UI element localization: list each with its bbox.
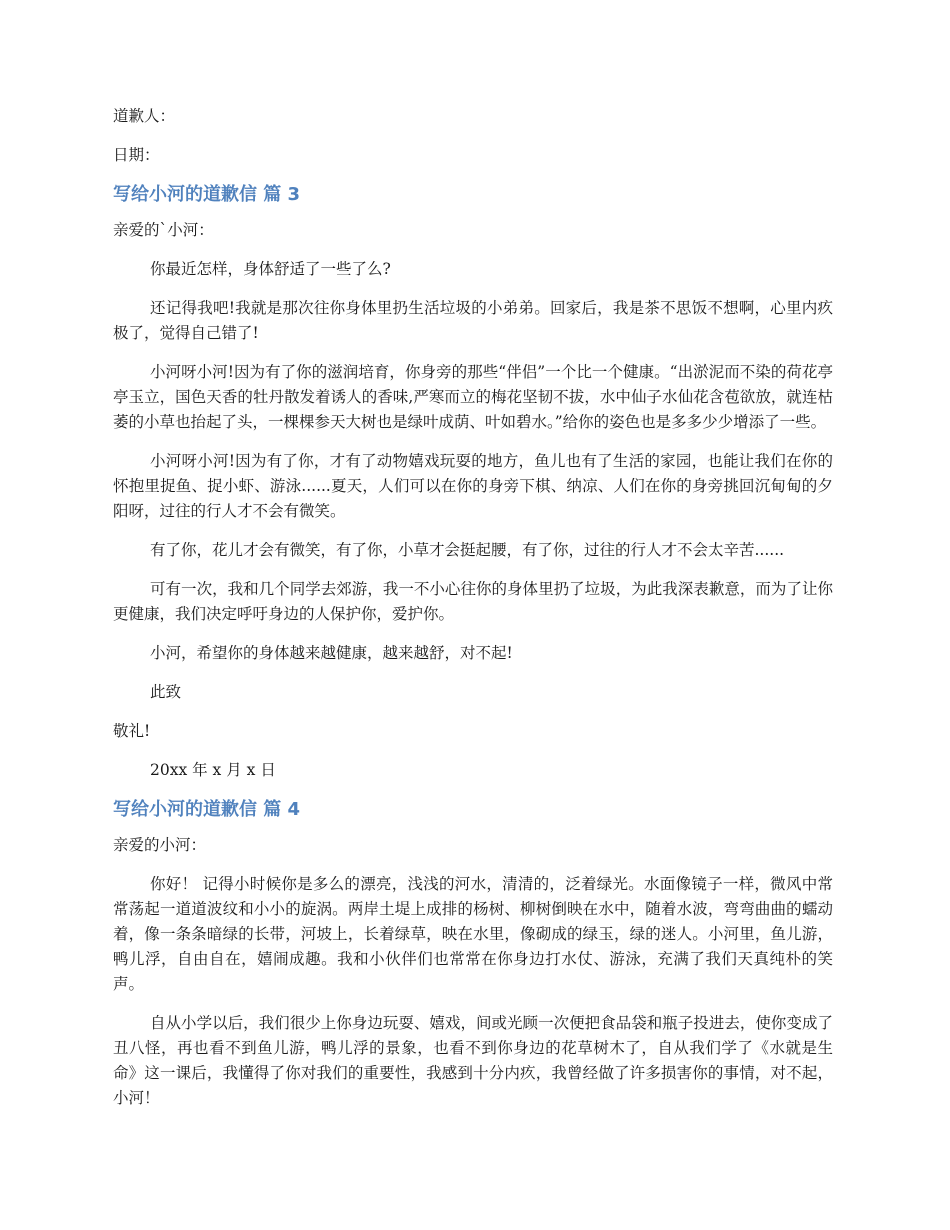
letter-date: 20xx 年 x 月 x 日 [150, 761, 276, 779]
paragraph: 还记得我吧!我就是那次往你身体里扔生活垃圾的小弟弟。回家后，我是茶不思饭不想啊，心里内疚极了，觉得自己错了! [113, 299, 833, 342]
paragraph: 有了你，花儿才会有微笑，有了你，小草才会挺起腰，有了你，过往的行人才不会太辛苦...... [150, 541, 785, 559]
paragraph: 小河呀小河!因为有了你的滋润培育，你身旁的那些“伴侣”一个比一个健康。“出淤泥而不染的荷花亭亭玉立，国色天香的牡丹散发着诱人的香味,严寒而立的梅花坚韧不拔，水中仙子水仙花含苞欲放，就连枯萎的小草也抬起了头，一棵棵参天大树也是绿叶成荫、叶如碧水。”给你的姿色也是多多少少增添了一些。 [113, 363, 833, 431]
section-heading: 写给小河的道歉信 篇 4 [113, 799, 301, 820]
signature-line: 道歉人： [113, 107, 176, 125]
paragraph: 你好！ 记得小时候你是多么的漂亮，浅浅的河水，清清的，泛着绿光。水面像镜子一样，微风中常常荡起一道道波纹和小小的旋涡。两岸土堤上成排的杨树、柳树倒映在水中，随着水波，弯弯曲曲的蠕动着，像一条条暗绿的长带，河坡上，长着绿草，映在水里，像砌成的绿玉，绿的迷人。小河里，鱼儿游，鸭儿浮，自由自在，嬉闹成趣。我和小伙伴们也常常在你身边打水仗、游泳，充满了我们天真纯朴的笑声。 [113, 875, 833, 993]
paragraph: 小河，希望你的身体越来越健康，越来越舒，对不起! [150, 644, 513, 662]
closing-salute: 敬礼! [113, 722, 151, 740]
closing-line: 此致 [150, 683, 182, 701]
paragraph: 你最近怎样，身体舒适了一些了么? [150, 260, 391, 278]
section-heading: 写给小河的道歉信 篇 3 [113, 184, 301, 205]
paragraph: 自从小学以后，我们很少上你身边玩耍、嬉戏，间或光顾一次便把食品袋和瓶子投进去，使你变成了丑八怪，再也看不到鱼儿游，鸭儿浮的景象，也看不到你身边的花草树木了，自从我们学了《水就是生命》这一课后，我懂得了你对我们的重要性，我感到十分内疚，我曾经做了许多损害你的事情，对不起，小河！ [113, 1014, 833, 1107]
salutation: 亲爱的小河： [113, 836, 207, 854]
paragraph: 可有一次，我和几个同学去郊游，我一不小心往你的身体里扔了垃圾，为此我深表歉意，而为了让你更健康，我们决定呼吁身边的人保护你，爱护你。 [113, 580, 833, 623]
date-line: 日期： [113, 146, 160, 164]
salutation: 亲爱的`小河： [113, 221, 214, 239]
document-page [113, 104, 833, 1125]
paragraph: 小河呀小河!因为有了你，才有了动物嬉戏玩耍的地方，鱼儿也有了生活的家园，也能让我们在你的怀抱里捉鱼、捉小虾、游泳......夏天，人们可以在你的身旁下棋、纳凉、人们在你的身旁挑回沉甸甸的夕阳呀，过往的行人才不会有微笑。 [113, 452, 833, 520]
